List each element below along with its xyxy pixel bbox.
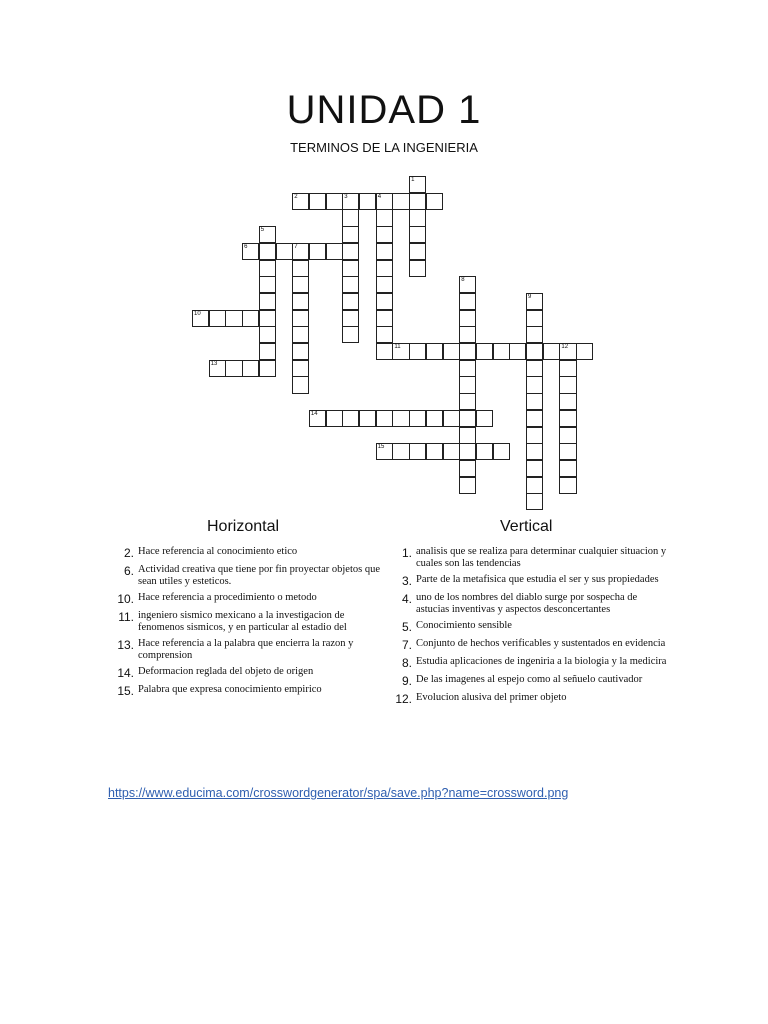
crossword-cell[interactable] [559, 443, 576, 460]
crossword-cell[interactable] [559, 343, 576, 360]
crossword-cell[interactable] [459, 310, 476, 327]
crossword-cell[interactable] [559, 410, 576, 427]
crossword-cell[interactable] [526, 493, 543, 510]
crossword-cell[interactable] [543, 343, 560, 360]
crossword-cell[interactable] [409, 410, 426, 427]
clue-text: Palabra que expresa conocimiento empirico [138, 684, 322, 695]
clue-number: 7. [401, 638, 412, 652]
crossword-cell[interactable] [459, 293, 476, 310]
vertical-clue-list [390, 546, 670, 710]
crossword-cell[interactable] [409, 443, 426, 460]
clue-number: 14. [117, 666, 134, 680]
clue-item [390, 592, 670, 616]
crossword-cell[interactable] [376, 410, 393, 427]
clue-number: 4. [401, 592, 412, 606]
clue-text: Conjunto de hechos verificables y sustentados en evidencia [416, 638, 666, 649]
source-link[interactable]: https://www.educima.com/crosswordgenerator/spa/save.php?name=crossword.png [108, 786, 569, 800]
crossword-cell[interactable] [476, 443, 493, 460]
crossword-cell[interactable] [376, 443, 393, 460]
crossword-cell[interactable] [526, 443, 543, 460]
crossword-cell[interactable] [342, 326, 359, 343]
cell-number: 10 [194, 310, 201, 317]
crossword-cell[interactable] [359, 193, 376, 210]
crossword-cell[interactable] [376, 276, 393, 293]
clue-text: Evolucion alusiva del primer objeto [416, 692, 567, 703]
crossword-cell[interactable] [309, 410, 326, 427]
clue-number: 9. [401, 674, 412, 688]
clue-number: 13. [117, 638, 134, 652]
crossword-cell[interactable] [409, 209, 426, 226]
crossword-cell[interactable] [259, 260, 276, 277]
crossword-cell[interactable] [459, 343, 476, 360]
clue-item [390, 574, 670, 588]
crossword-cell[interactable] [559, 427, 576, 444]
cell-number: 3 [344, 193, 348, 200]
clue-item [390, 620, 670, 634]
page-title: UNIDAD 1 [286, 88, 482, 132]
crossword-cell[interactable] [509, 343, 526, 360]
crossword-cell[interactable] [526, 360, 543, 377]
clue-text: ingeniero sismico mexicano a la investigacion de fenomenos sismicos, y en particular al estadio del [138, 610, 347, 633]
clue-number: 3. [401, 574, 412, 588]
crossword-cell[interactable] [292, 310, 309, 327]
page-subtitle: TERMINOS DE LA INGENIERIA [290, 140, 478, 155]
crossword-cell[interactable] [443, 343, 460, 360]
crossword-cell[interactable] [443, 443, 460, 460]
crossword-cell[interactable] [209, 310, 226, 327]
crossword-cell[interactable] [459, 427, 476, 444]
cell-number: 11 [394, 344, 401, 350]
crossword-cell[interactable] [459, 276, 476, 293]
clue-text: De las imagenes al espejo como al señuelo cautivador [416, 674, 643, 685]
clue-text: Deformacion reglada del objeto de origen [138, 666, 314, 677]
crossword-cell[interactable] [526, 393, 543, 410]
crossword-cell[interactable] [392, 193, 409, 210]
crossword-cell[interactable] [342, 276, 359, 293]
clue-number: 5. [401, 620, 412, 634]
crossword-cell[interactable] [443, 410, 460, 427]
crossword-cell[interactable] [376, 193, 393, 210]
crossword-cell[interactable] [409, 243, 426, 260]
clue-item [112, 546, 382, 560]
crossword-cell[interactable] [526, 410, 543, 427]
vertical-heading: Vertical [500, 518, 553, 535]
clue-text: Actividad creativa que tiene por fin proyectar objetos que sean utiles y esteticos. [138, 564, 380, 587]
crossword-cell[interactable] [409, 343, 426, 360]
crossword-cell[interactable] [342, 193, 359, 210]
crossword-cell[interactable] [559, 360, 576, 377]
crossword-cell[interactable] [376, 343, 393, 360]
crossword-cell[interactable] [426, 443, 443, 460]
clue-number: 6. [123, 564, 134, 578]
crossword-cell[interactable] [576, 343, 593, 360]
cell-number: 5 [260, 227, 265, 234]
crossword-cell[interactable] [392, 343, 409, 360]
cell-number: 4 [377, 193, 382, 200]
crossword-cell[interactable] [326, 243, 343, 260]
crossword-cell[interactable] [292, 243, 309, 260]
crossword-cell[interactable] [459, 443, 476, 460]
crossword-cell[interactable] [376, 293, 393, 310]
crossword-cell[interactable] [559, 376, 576, 393]
crossword-cell[interactable] [376, 260, 393, 277]
crossword-cell[interactable] [326, 193, 343, 210]
cell-number: 7 [294, 243, 298, 250]
crossword-cell[interactable] [459, 360, 476, 377]
crossword-cell[interactable] [292, 376, 309, 393]
clue-number: 10. [117, 592, 134, 606]
cell-number: 8 [461, 277, 465, 284]
crossword-cell[interactable] [409, 260, 426, 277]
clue-item [390, 692, 670, 706]
crossword-cell[interactable] [309, 193, 326, 210]
clue-text: uno de los nombres del diablo surge por sospecha de astucias inventivas y aspectos desconcertantes [416, 592, 638, 615]
clue-number: 1. [401, 546, 412, 560]
cell-number: 1 [411, 177, 415, 183]
crossword-cell[interactable] [526, 460, 543, 477]
crossword-cell[interactable] [276, 243, 293, 260]
crossword-cell[interactable] [292, 326, 309, 343]
crossword-cell[interactable] [459, 326, 476, 343]
cell-number: 6 [244, 243, 248, 250]
crossword-cell[interactable] [292, 360, 309, 377]
crossword-cell[interactable] [559, 477, 576, 494]
crossword-cell[interactable] [259, 343, 276, 360]
clue-number: 15. [117, 684, 134, 698]
clue-text: analisis que se realiza para determinar cualquier situacion y cuales son las tendencias [416, 546, 667, 569]
clue-item [112, 610, 382, 634]
crossword-cell[interactable] [242, 310, 259, 327]
crossword-cell[interactable] [392, 443, 409, 460]
horizontal-heading: Horizontal [207, 518, 280, 535]
crossword-cell[interactable] [259, 293, 276, 310]
crossword-cell[interactable] [459, 460, 476, 477]
cell-number: 12 [561, 344, 569, 350]
crossword-cell[interactable] [259, 226, 276, 243]
crossword-cell[interactable] [292, 193, 309, 210]
cell-number: 15 [377, 444, 385, 451]
crossword-cell[interactable] [459, 393, 476, 410]
clue-item [112, 592, 382, 606]
crossword-cell[interactable] [242, 243, 259, 260]
crossword-cell[interactable] [292, 293, 309, 310]
horizontal-clue-list [112, 546, 382, 702]
crossword-cell[interactable] [259, 276, 276, 293]
crossword-cell[interactable] [192, 310, 209, 327]
crossword-cell[interactable] [526, 427, 543, 444]
crossword-cell[interactable] [526, 326, 543, 343]
crossword-cell[interactable] [292, 343, 309, 360]
clue-item [390, 656, 670, 670]
cell-number: 13 [210, 360, 218, 367]
cell-number: 2 [294, 193, 298, 200]
clue-text: Hace referencia a procedimiento o metodo [138, 592, 317, 603]
crossword-cell[interactable] [459, 376, 476, 393]
clue-item [112, 564, 382, 588]
crossword-cell[interactable] [392, 410, 409, 427]
clue-number: 12. [395, 692, 412, 706]
crossword-cell[interactable] [493, 443, 510, 460]
clue-item [390, 674, 670, 688]
crossword-cell[interactable] [342, 260, 359, 277]
clue-item [112, 638, 382, 662]
cell-number: 14 [310, 410, 318, 417]
crossword-cell[interactable] [526, 477, 543, 494]
crossword-cell[interactable] [259, 243, 276, 260]
crossword-cell[interactable] [326, 410, 343, 427]
crossword-cell[interactable] [342, 209, 359, 226]
crossword-cell[interactable] [493, 343, 510, 360]
clue-text: Hace referencia al conocimiento etico [138, 546, 298, 557]
crossword-cell[interactable] [426, 343, 443, 360]
crossword-cell[interactable] [209, 360, 226, 377]
crossword-cell[interactable] [376, 209, 393, 226]
clue-text: Conocimiento sensible [416, 620, 512, 631]
cell-number: 9 [528, 293, 532, 300]
clue-text: Parte de la metafisica que estudia el ser y sus propiedades [416, 574, 659, 585]
crossword-cell[interactable] [526, 376, 543, 393]
crossword-cell[interactable] [409, 176, 426, 193]
crossword-cell[interactable] [476, 343, 493, 360]
clue-number: 2. [123, 546, 134, 560]
crossword-cell[interactable] [225, 310, 242, 327]
crossword-cell[interactable] [242, 360, 259, 377]
crossword-cell[interactable] [409, 226, 426, 243]
clue-item [390, 638, 670, 652]
clue-item [112, 666, 382, 680]
crossword-cell[interactable] [459, 410, 476, 427]
crossword-cell[interactable] [526, 310, 543, 327]
crossword-cell[interactable] [342, 243, 359, 260]
crossword-cell[interactable] [259, 360, 276, 377]
crossword-cell[interactable] [376, 326, 393, 343]
crossword-cell[interactable] [409, 193, 426, 210]
crossword-cell[interactable] [476, 410, 493, 427]
clue-number: 8. [401, 656, 412, 670]
clue-item [112, 684, 382, 698]
crossword-cell[interactable] [376, 310, 393, 327]
crossword-cell[interactable] [342, 310, 359, 327]
clue-item [390, 546, 670, 570]
crossword-cell[interactable] [292, 260, 309, 277]
crossword-cell[interactable] [309, 243, 326, 260]
crossword-cell[interactable] [376, 243, 393, 260]
crossword-cell[interactable] [342, 293, 359, 310]
crossword-cell[interactable] [459, 477, 476, 494]
crossword-cell[interactable] [426, 410, 443, 427]
crossword-cell[interactable] [376, 226, 393, 243]
crossword-cell[interactable] [292, 276, 309, 293]
crossword-cell[interactable] [342, 410, 359, 427]
crossword-cell[interactable] [559, 393, 576, 410]
clue-text: Estudia aplicaciones de ingeniria a la biologia y la medicira [416, 656, 667, 667]
crossword-cell[interactable] [259, 310, 276, 327]
crossword-cell[interactable] [359, 410, 376, 427]
crossword-cell[interactable] [426, 193, 443, 210]
crossword-cell[interactable] [526, 293, 543, 310]
crossword-cell[interactable] [559, 460, 576, 477]
clue-number: 11. [118, 610, 134, 624]
crossword-cell[interactable] [342, 226, 359, 243]
clue-text: Hace referencia a la palabra que encierra la razon y comprension [138, 638, 354, 661]
crossword-cell[interactable] [526, 343, 543, 360]
crossword-cell[interactable] [259, 326, 276, 343]
crossword-cell[interactable] [225, 360, 242, 377]
